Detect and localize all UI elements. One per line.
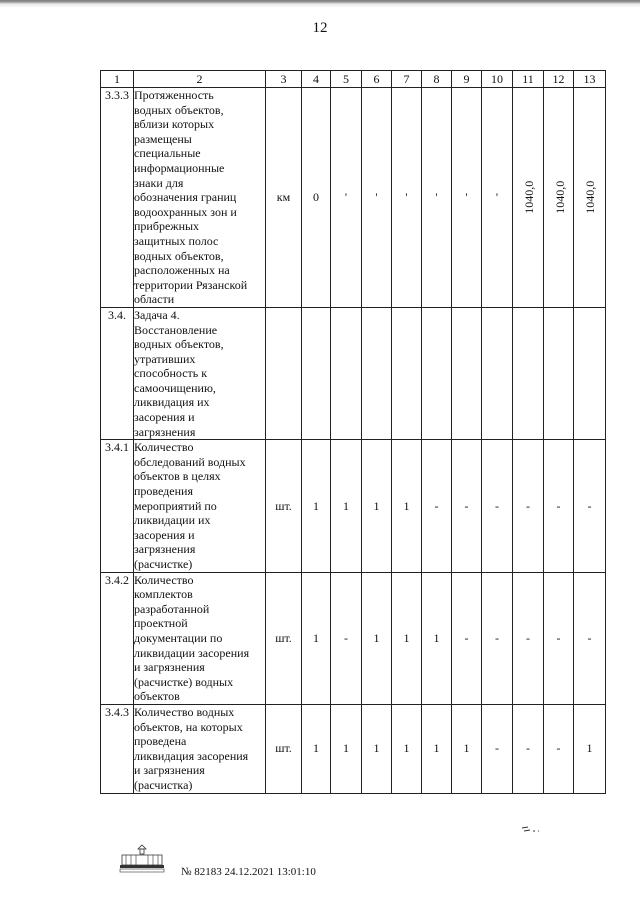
scan-top-edge — [0, 0, 640, 14]
table-row — [101, 307, 606, 439]
header-row — [101, 71, 606, 88]
row-name-line: самоочищению, — [134, 380, 216, 395]
row-name-line: и загрязнения — [134, 660, 205, 675]
row-name-line: засорения и — [134, 410, 195, 425]
value-cell: ' — [422, 88, 452, 308]
table-row — [101, 88, 606, 308]
row-name-line: проведена — [134, 734, 187, 749]
row-name-line: специальные — [134, 146, 201, 161]
row-unit: шт. — [266, 440, 302, 572]
rotated-value: 1040,0 — [583, 180, 598, 214]
value-cell: 1 — [302, 440, 331, 572]
value-cell: ' — [392, 88, 422, 308]
row-name-line: Задача 4. — [134, 307, 180, 322]
value-cell: 1 — [302, 572, 331, 704]
value-cell — [362, 307, 392, 439]
header-cell: 13 — [574, 71, 606, 88]
row-unit: шт. — [266, 704, 302, 793]
value-cell: ' — [452, 88, 482, 308]
row-name-line: (расчистка) — [134, 777, 193, 792]
value-cell: 1 — [392, 440, 422, 572]
row-name-line: мероприятий по — [134, 498, 217, 513]
value-cell: - — [482, 440, 513, 572]
value-cell: 1 — [422, 704, 452, 793]
row-name-line: прибрежных — [134, 219, 200, 234]
row-unit: шт. — [266, 572, 302, 704]
row-unit — [266, 307, 302, 439]
header-cell: 1 — [101, 71, 134, 88]
row-name — [134, 704, 266, 793]
row-name-line: загрязнения — [134, 424, 196, 439]
value-cell: 1 — [331, 440, 362, 572]
row-name — [134, 307, 266, 439]
value-cell: - — [482, 572, 513, 704]
row-name-line: Количество — [134, 440, 194, 455]
row-name — [134, 88, 266, 308]
value-cell — [544, 88, 574, 308]
row-name-line: ликвидация засорения — [134, 748, 249, 763]
row-name-line: Восстановление — [134, 322, 218, 337]
value-cell: - — [544, 704, 574, 793]
header-cell: 8 — [422, 71, 452, 88]
value-cell: - — [574, 440, 606, 572]
value-cell: 1 — [574, 704, 606, 793]
header-cell: 2 — [134, 71, 266, 88]
row-name — [134, 440, 266, 572]
value-cell: - — [331, 572, 362, 704]
row-name-line: Количество — [134, 572, 194, 587]
row-name-line: территории Рязанской — [134, 277, 248, 292]
header-cell: 11 — [513, 71, 544, 88]
row-name-line: ликвидации засорения — [134, 645, 250, 660]
value-cell — [544, 307, 574, 439]
value-cell — [513, 307, 544, 439]
value-cell: 1 — [392, 704, 422, 793]
value-cell: 1 — [302, 704, 331, 793]
row-name-line: Количество водных — [134, 704, 235, 719]
header-cell: 4 — [302, 71, 331, 88]
header-cell: 3 — [266, 71, 302, 88]
row-name-line: загрязнения — [134, 542, 196, 557]
row-number: 3.4.2 — [101, 572, 134, 704]
row-name-line: водных объектов, — [134, 248, 224, 263]
row-name-line: засорения и — [134, 527, 195, 542]
value-cell: 1 — [331, 704, 362, 793]
value-cell: 1 — [362, 704, 392, 793]
header-cell: 10 — [482, 71, 513, 88]
row-name-line: защитных полос — [134, 233, 219, 248]
row-name-line: водоохранных зон и — [134, 204, 237, 219]
value-cell — [331, 307, 362, 439]
value-cell — [452, 307, 482, 439]
building-stamp-icon — [118, 843, 166, 873]
value-cell: - — [544, 440, 574, 572]
value-cell: 1 — [452, 704, 482, 793]
value-cell — [482, 307, 513, 439]
row-name-line: разработанной — [134, 601, 210, 616]
value-cell: 0 — [302, 88, 331, 308]
row-name-line: проектной — [134, 616, 188, 631]
table-row — [101, 572, 606, 704]
row-name-line: водных объектов, — [134, 337, 224, 352]
row-name-line: объектов, на которых — [134, 719, 243, 734]
value-cell: 1 — [362, 572, 392, 704]
row-number: 3.4.3 — [101, 704, 134, 793]
row-name-line: способность к — [134, 366, 208, 381]
value-cell: ' — [331, 88, 362, 308]
row-name-line: обозначения границ — [134, 190, 237, 205]
page-number: 12 — [312, 20, 328, 36]
value-cell: - — [513, 704, 544, 793]
header-cell: 6 — [362, 71, 392, 88]
value-cell: - — [574, 572, 606, 704]
row-name-line: области — [134, 292, 175, 307]
row-number: 3.3.3 — [101, 88, 134, 308]
row-number: 3.4.1 — [101, 440, 134, 572]
value-cell: - — [513, 440, 544, 572]
row-name-line: знаки для — [134, 175, 184, 190]
value-cell — [392, 307, 422, 439]
row-name-line: размещены — [134, 131, 192, 146]
row-name-line: утративших — [134, 351, 196, 366]
table-row — [101, 440, 606, 572]
value-cell: 1 — [362, 440, 392, 572]
row-unit: км — [266, 88, 302, 308]
row-name-line: водных объектов, — [134, 102, 224, 117]
row-name-line: (расчистке) — [134, 557, 193, 571]
value-cell: 1 — [392, 572, 422, 704]
row-number: 3.4. — [101, 307, 134, 439]
value-cell: - — [452, 440, 482, 572]
value-cell: - — [422, 440, 452, 572]
header-cell: 7 — [392, 71, 422, 88]
row-name-line: (расчистке) водных — [134, 674, 234, 689]
row-name — [134, 572, 266, 704]
row-name-line: ликвидации их — [134, 513, 211, 528]
value-cell — [422, 307, 452, 439]
value-cell — [574, 307, 606, 439]
header-cell: 9 — [452, 71, 482, 88]
row-name-line: вблизи которых — [134, 117, 215, 132]
value-cell: ' — [482, 88, 513, 308]
row-name-line: проведения — [134, 484, 193, 499]
row-name-line: Протяженность — [134, 88, 214, 102]
indicator-table — [100, 70, 606, 794]
row-name-line: объектов — [134, 689, 180, 704]
rotated-value: 1040,0 — [522, 180, 537, 214]
row-name-line: и загрязнения — [134, 763, 205, 778]
table-row — [101, 704, 606, 793]
value-cell: ' — [362, 88, 392, 308]
value-cell: - — [544, 572, 574, 704]
rotated-value: 1040,0 — [553, 180, 568, 214]
row-name-line: комплектов — [134, 587, 193, 602]
row-name-line: ликвидация их — [134, 395, 210, 410]
value-cell: 1 — [422, 572, 452, 704]
row-name-line: расположенных на — [134, 263, 230, 278]
row-name-line: документации по — [134, 630, 223, 645]
document-registration-stamp: № 82183 24.12.2021 13:01:10 — [181, 866, 316, 878]
value-cell: - — [513, 572, 544, 704]
value-cell — [513, 88, 544, 308]
header-cell: 12 — [544, 71, 574, 88]
row-name-line: объектов в целях — [134, 469, 221, 484]
header-cell: 5 — [331, 71, 362, 88]
scan-mark — [520, 822, 544, 834]
value-cell — [574, 88, 606, 308]
value-cell: - — [452, 572, 482, 704]
value-cell: - — [482, 704, 513, 793]
value-cell — [302, 307, 331, 439]
row-name-line: обследований водных — [134, 454, 246, 469]
row-name-line: информационные — [134, 160, 225, 175]
